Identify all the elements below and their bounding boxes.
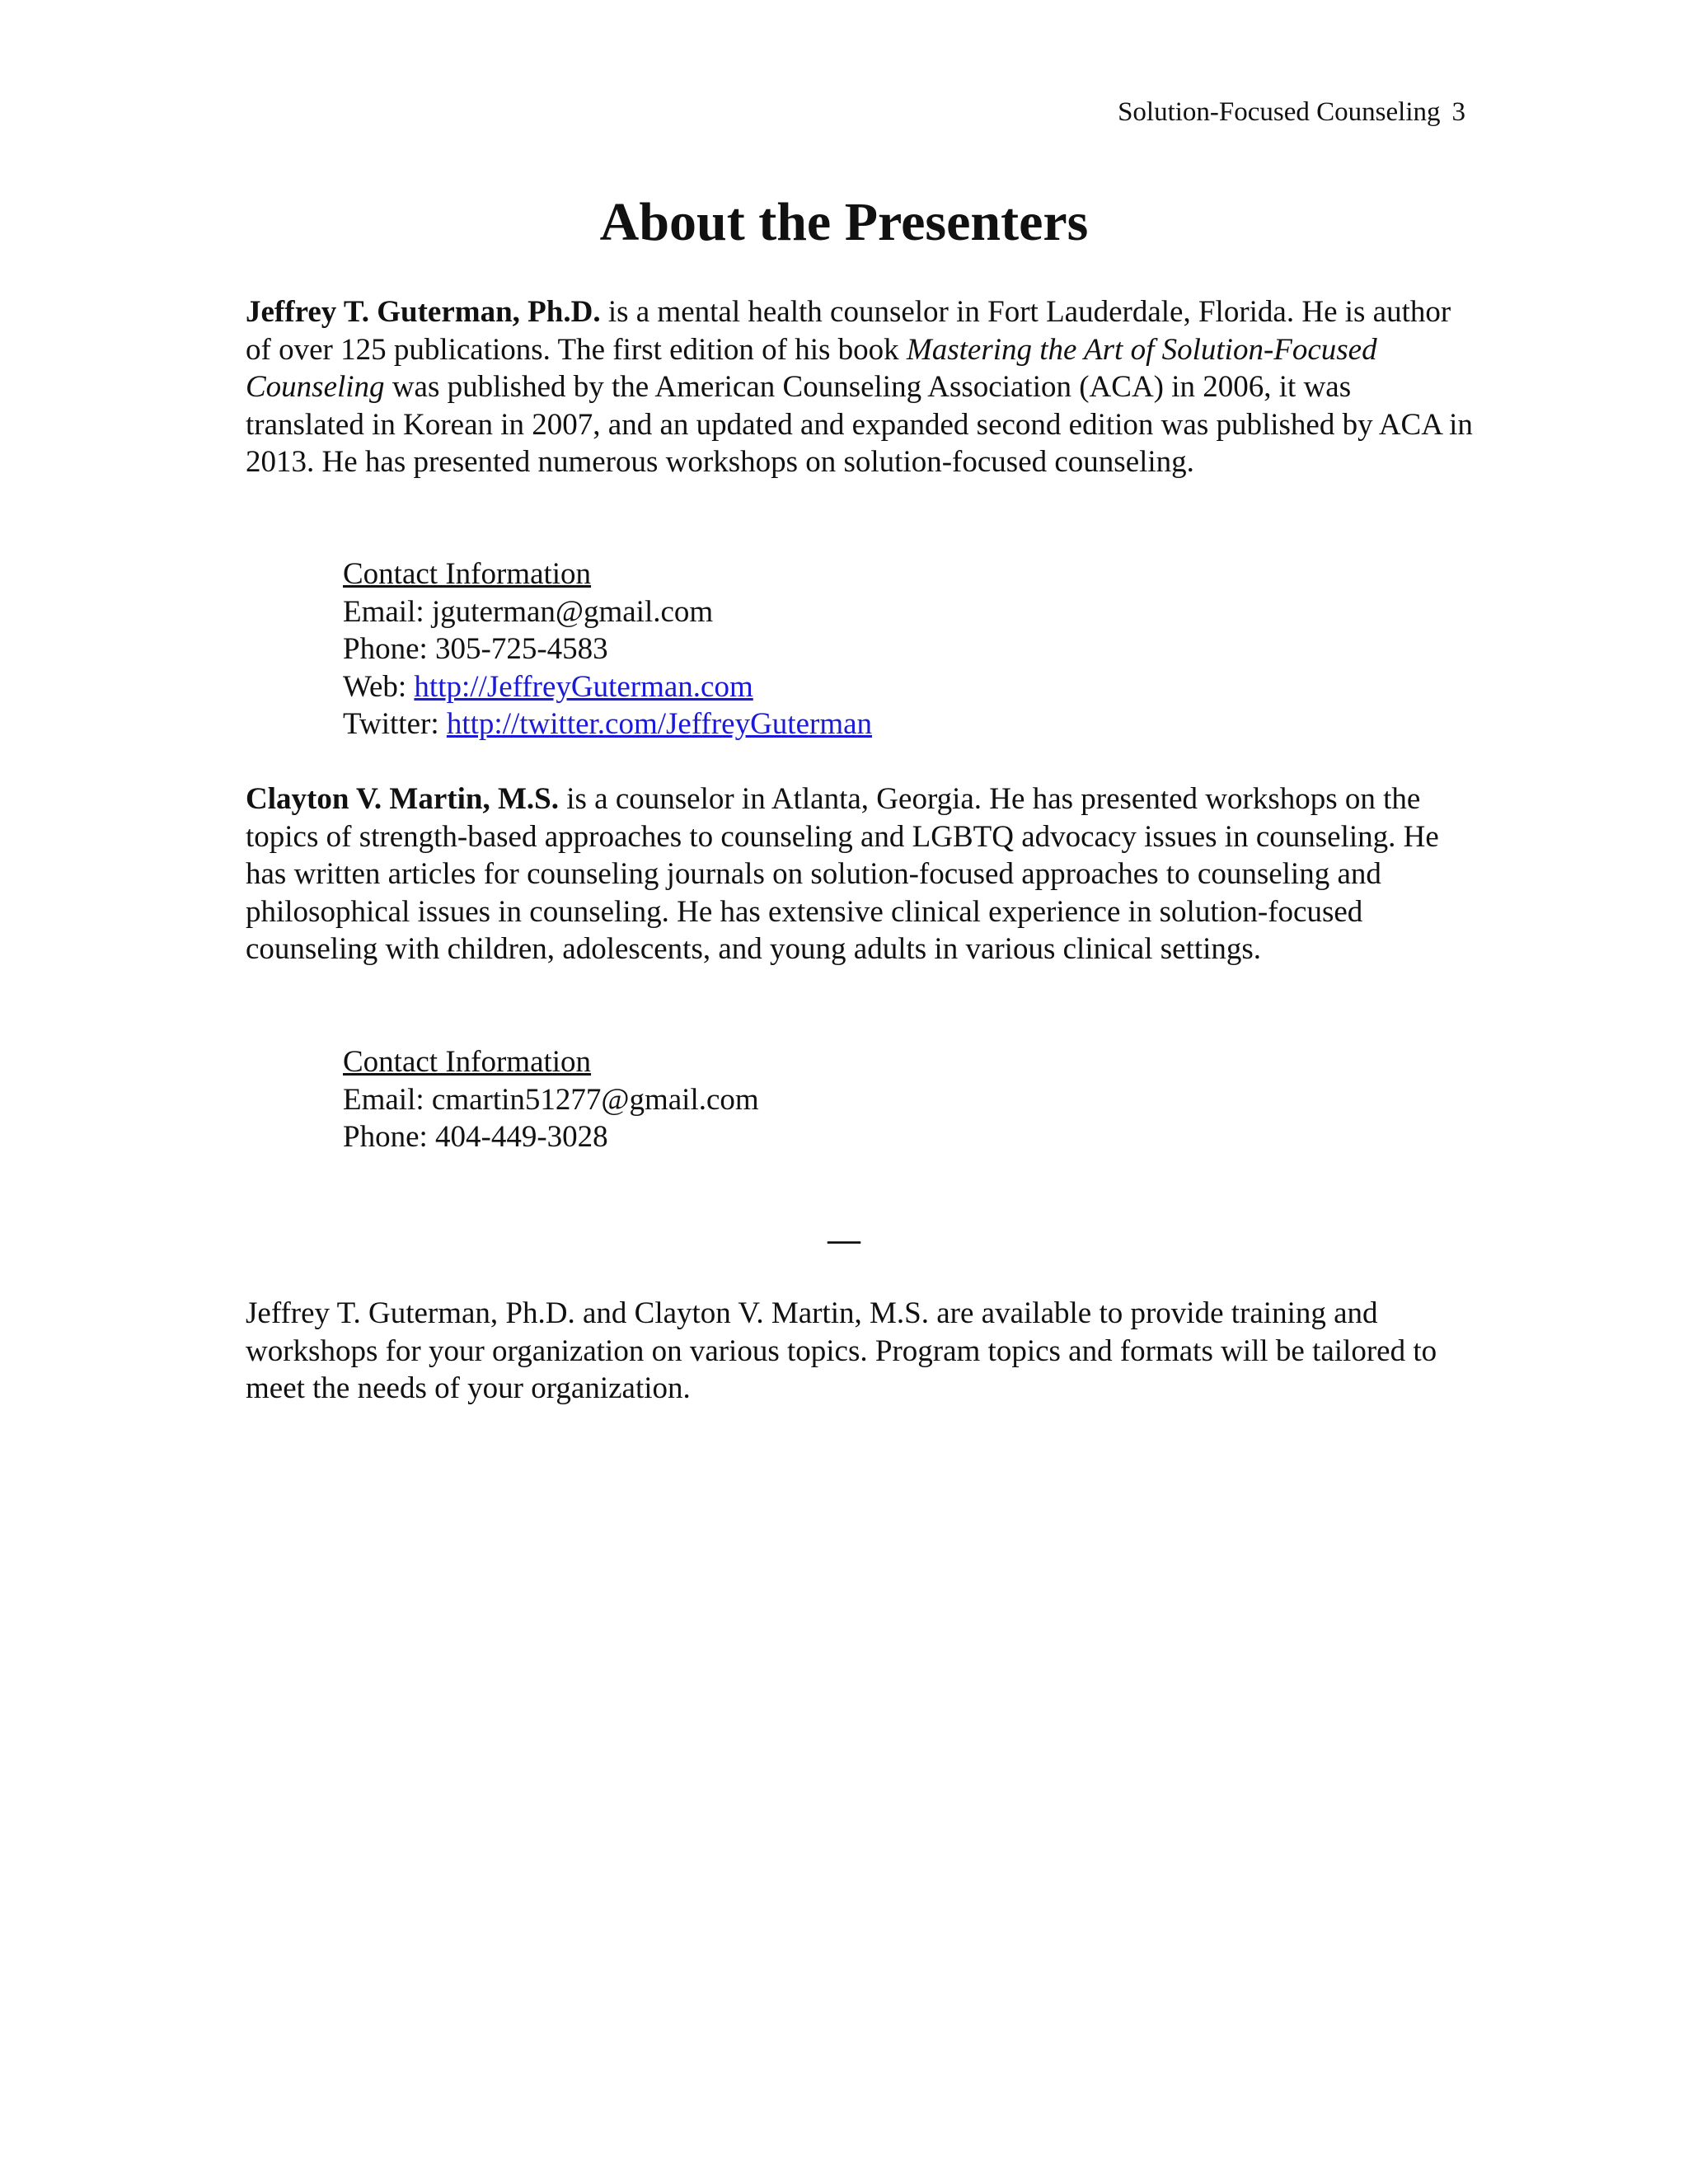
contact-heading: Contact Information [343, 557, 592, 591]
presenter-bio-martin [246, 780, 1474, 968]
running-title: Solution-Focused Counseling [1118, 97, 1441, 127]
email-value: cmartin51277@gmail.com [431, 1082, 759, 1117]
twitter-link[interactable]: http://twitter.com/JeffreyGuterman [446, 707, 873, 742]
book-title: Mastering the Art of Solution-Focused Counseling [246, 332, 1377, 405]
website-link[interactable]: http://JeffreyGuterman.com [414, 669, 753, 704]
phone-line [343, 630, 872, 668]
web-label: Web: [343, 669, 415, 704]
running-header [1118, 97, 1465, 128]
page-title: About the Presenters [599, 192, 1089, 252]
bio-text: is a counselor in Atlanta, Georgia. He has presented workshops on the topics of strength-based approaches to counseling and LGBTQ advocacy issues in counseling. He has written articles for counseling journals on solution-focused approaches to counseling and philosophical issues in counseling. He has extensive clinical experience in solution-focused counseling with children, adolescents, and young adults in various clinical settings. [246, 782, 1439, 967]
phone-value: 305-725-4583 [435, 632, 608, 667]
page-number: 3 [1451, 97, 1465, 127]
presenter-bio-guterman [246, 293, 1474, 481]
bio-text: was published by the American Counseling Association (ACA) in 2006, it was translated in Korean in 2007, and an updated and expanded second edition was published by ACA in 2013. He has presented numerous workshops on solution-focused counseling. [246, 370, 1473, 480]
twitter-line [343, 705, 872, 743]
contact-block-guterman [343, 555, 872, 743]
twitter-label: Twitter: [343, 707, 447, 742]
email-value: jguterman@gmail.com [431, 594, 714, 629]
email-line [343, 1081, 759, 1119]
bio-text: is a mental health counselor in Fort Lauderdale, Florida. He is author of over 125 publications. The first edition of his book [246, 295, 1451, 367]
presenter-name: Jeffrey T. Guterman, Ph.D. [246, 295, 601, 329]
phone-label: Phone: [343, 632, 436, 667]
presenter-name: Clayton V. Martin, M.S. [246, 782, 559, 816]
email-line [343, 593, 872, 631]
phone-line [343, 1118, 759, 1156]
section-separator: — [828, 1221, 860, 1258]
email-label: Email: [343, 1082, 432, 1117]
email-label: Email: [343, 594, 432, 629]
web-line [343, 668, 872, 706]
phone-label: Phone: [343, 1120, 436, 1155]
contact-heading: Contact Information [343, 1045, 592, 1079]
phone-value: 404-449-3028 [435, 1120, 608, 1155]
contact-block-martin [343, 1043, 759, 1156]
closing-paragraph: Jeffrey T. Guterman, Ph.D. and Clayton V. Martin, M.S. are available to provide training and workshops for your organization on various topics. Program topics and formats will be tailored to meet the needs of your organization. [246, 1296, 1437, 1406]
